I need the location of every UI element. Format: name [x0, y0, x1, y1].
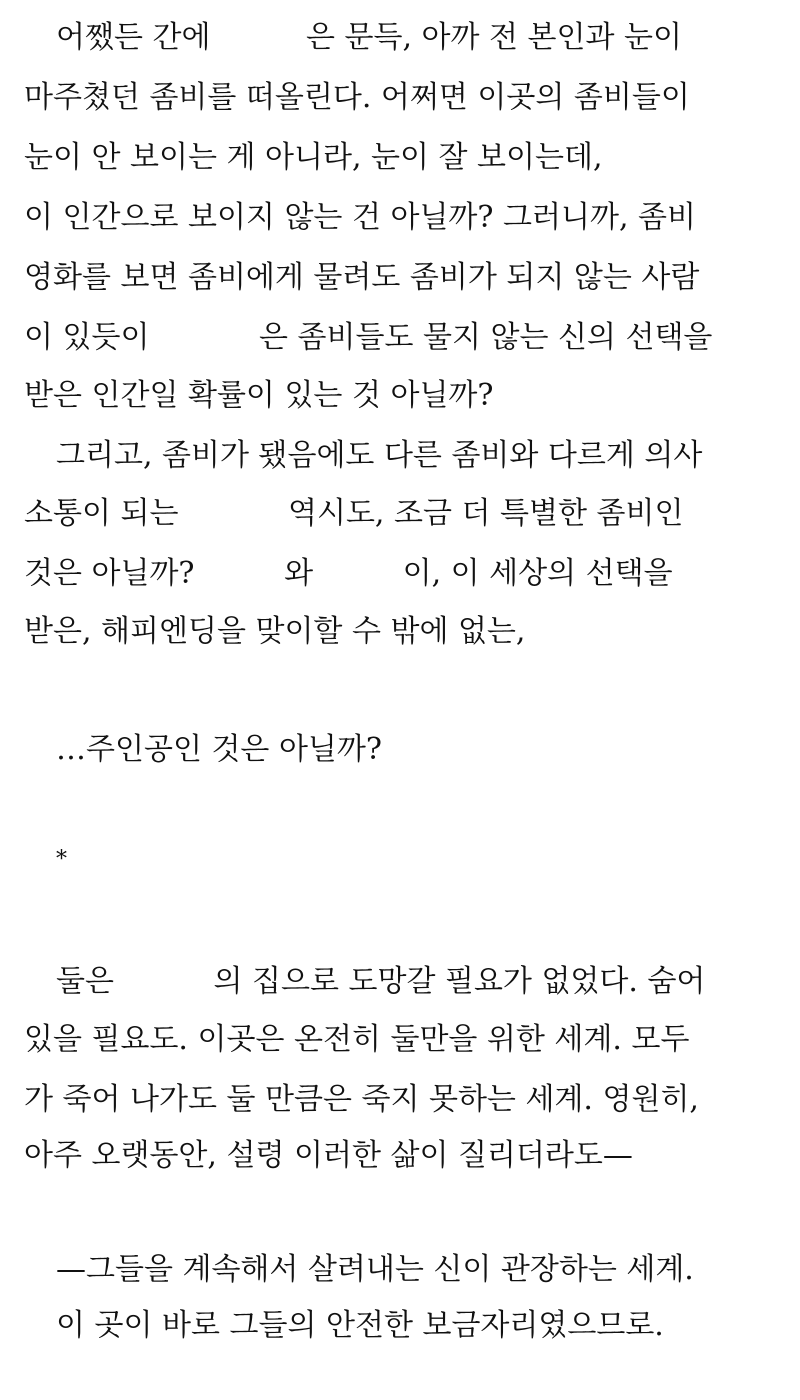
text-segment: 어쨌든 간에 [56, 20, 220, 55]
text-segment: 그리고, 좀비가 됐음에도 다른 좀비와 다르게 의사 [56, 438, 703, 473]
text-line [56, 18, 776, 58]
text-segment: * [56, 847, 67, 872]
text-line [24, 318, 776, 358]
text-line [24, 376, 776, 416]
text-segment: 이 인간으로 보이지 않는 건 아닐까? 그러니까, 좀비 [24, 200, 696, 235]
text-segment: 가 죽어 나가도 둘 만큼은 죽지 못하는 세계. 영원히, [24, 1082, 699, 1117]
text-segment: 받은, 해피엔딩을 맞이할 수 밖에 없는, [24, 614, 526, 649]
text-segment: 아주 오랫동안, 설령 이러한 삶이 질리더라도— [24, 1138, 633, 1173]
text-segment: 마주쳤던 좀비를 떠올린다. 어쩌면 이곳의 좀비들이 [24, 80, 690, 115]
text-segment: 의 집으로 도망갈 필요가 없었다. 숨어 [213, 964, 706, 999]
text-segment: 영화를 보면 좀비에게 물려도 좀비가 되지 않는 사람 [24, 260, 700, 295]
text-line [24, 138, 776, 178]
text-segment: …주인공인 것은 아닐까? [56, 732, 382, 767]
text-segment: 은 좀비들도 물지 않는 신의 선택을 [259, 320, 713, 355]
text-line [24, 258, 776, 298]
text-line [56, 1250, 776, 1290]
text-segment: —그들을 계속해서 살려내는 신이 관장하는 세계. [56, 1252, 694, 1287]
text-line [56, 730, 776, 770]
text-line [24, 494, 776, 534]
text-segment: 있을 필요도. 이곳은 온전히 둘만을 위한 세계. 모두 [24, 1022, 690, 1057]
text-line [24, 78, 776, 118]
text-segment: 받은 인간일 확률이 있는 것 아닐까? [24, 378, 494, 413]
text-segment: 것은 아닐까? [24, 556, 205, 591]
text-line [24, 198, 776, 238]
text-segment: 소통이 되는 [24, 496, 188, 531]
text-segment: 둘은 [56, 964, 124, 999]
text-segment: 이 곳이 바로 그들의 안전한 보금자리였으므로. [56, 1308, 664, 1343]
scene-break-asterisk [56, 840, 776, 880]
text-segment: 눈이 안 보이는 게 아니라, 눈이 잘 보이는데, [24, 140, 613, 175]
text-segment: 이, 이 세상의 선택을 [402, 556, 673, 591]
text-line [56, 1306, 776, 1346]
text-line [24, 612, 776, 652]
text-line [24, 1080, 776, 1120]
text-line [56, 436, 776, 476]
text-segment: 이 있듯이 [24, 320, 159, 355]
text-line [24, 554, 776, 594]
text-line [24, 1020, 776, 1060]
text-segment: 은 문득, 아까 전 본인과 눈이 [305, 20, 682, 55]
text-segment: 역시도, 조금 더 특별한 좀비인 [287, 496, 684, 531]
text-segment: 와 [284, 556, 323, 591]
text-line [24, 1136, 776, 1176]
text-line [56, 962, 776, 1002]
